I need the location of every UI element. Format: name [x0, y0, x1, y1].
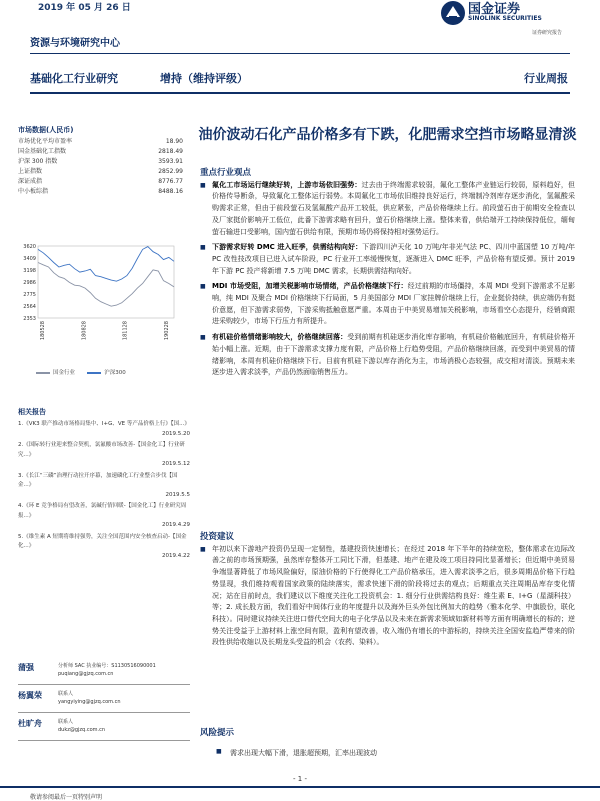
key-view-text: 经过前期的市场僵持，本周 MDI 受到下游需求不足影响，纯 MDI 及聚合 MDI 价格继续下行局面，5 月美国部分 MDI 厂家挂牌价继续上行，企业挺价持续，供应端仍有挺价意愿，但下游需求弱势，下游采购抵触意愿严重。本周由于中美贸易增加关税影响，市场看空心态提升，经销商跟进采购较少，市场下行压力有所提升。 — [212, 282, 575, 326]
analyst-divider — [18, 740, 190, 741]
key-view-item — [200, 281, 575, 328]
related-list — [18, 420, 190, 563]
market-data-heading: 市场数据(人民币) — [18, 126, 74, 134]
analyst-email[interactable]: puqiang@gjzq.com.cn — [58, 671, 114, 677]
related-heading: 相关报告 — [18, 408, 46, 416]
related-date: 2019.4.29 — [162, 522, 190, 528]
md-label: 沪深 300 指数 — [18, 158, 58, 165]
analyst-card — [18, 690, 190, 714]
analyst-name: 杜旷舟 — [18, 719, 42, 728]
md-label: 市场优化平均市盈率 — [18, 138, 73, 145]
logo-mark-icon — [440, 0, 466, 26]
analyst-role: 联系人 — [58, 691, 74, 697]
research-center: 资源与环境研究中心 — [30, 38, 120, 49]
market-data-row — [18, 167, 183, 177]
investment-heading: 投资建议 — [200, 532, 235, 542]
related-text: 4.《环 E 竞争格局有望改善，氯碱行情回暖-【国金化工】行业研究周报...》 — [18, 503, 187, 519]
related-item[interactable] — [18, 420, 190, 439]
report-title: 油价波动石化产品价格多有下跌，化肥需求空挡市场略显清淡 — [198, 127, 577, 143]
key-view-lead: 下游需求好转 DMC 进入旺季，供需结构向好： — [212, 243, 363, 252]
related-item[interactable] — [18, 533, 190, 562]
y-tick-label: 2564 — [23, 304, 36, 310]
key-views-heading: 重点行业观点 — [200, 168, 252, 178]
market-data — [18, 125, 183, 197]
y-tick-label: 2986 — [23, 280, 36, 286]
chart-frame — [38, 246, 174, 318]
related-item[interactable] — [18, 441, 190, 470]
rating: 增持（维持评级） — [160, 72, 248, 85]
md-value: 8776.77 — [158, 178, 183, 185]
key-view-lead: MDI 市场受阻，加增关税影响市场情绪，产品价格继续下行： — [212, 282, 408, 291]
analyst-email[interactable]: dukz@gjzq.com.cn — [58, 727, 105, 733]
logo-en: SINOLINK SECURITIES — [468, 15, 542, 22]
market-data-row — [18, 147, 183, 157]
md-value: 2852.99 — [158, 168, 183, 175]
related-text: 2.《国际转行业迎来整合契机，氯氟酸市场改善-【国金化工】行业研究...》 — [18, 442, 185, 458]
investment-text: ■ 年初以来下游地产投资仍呈现一定韧性，基建投资快速增长；在经过 2018 年下半年的持续宽松，整体需求在边际改善之前的市场预期强，虽然库存整体开工同比下滑，但基建、地产在建及竣工项目持同比显著增长；但近期中美贸易争端显著降低了市场风险偏好，原油价格的下行使得化工产品价格承压，进入需求淡季之后，很多周期品价格下行趋势显现，我们维持观看国家政策的陆续落实，需求快速下滑的阶段将过去的观点；后期重点关注周期品库存变化情况；站在目前时点，我们建议以下维度关注化工投资机会：1. 细分行业供需结构良好：维生素 E、I+G（星湖科技）等；2. 成长股方面，我们看好中间体行业的年度提升以及海外巨头外包比例加大的趋势（雅本化学、中旗股份，联化科技）。同时建议持续关注进口替代空间大的电子化学品以及未来在新需求领域如新材料等方面有明确增长的标的；逆势关注受益于上游材料上涨空间有限，盈利有望改善，收入端仍有增长的中游标的，持续关注全国安监趋严带来的阶段性供给收缩以及长期龙头受益的机会（农药、染料）。 — [200, 544, 575, 649]
md-value: 2818.49 — [158, 148, 183, 155]
header-divider-bottom — [30, 92, 570, 94]
analyst-card — [18, 662, 190, 686]
key-view-lead: 氟化工市场运行继续好转，上游市场依旧强势： — [212, 180, 362, 189]
y-tick-label: 2353 — [23, 316, 36, 322]
logo-cn: 国金证券 — [468, 2, 521, 17]
md-label: 深证成指 — [18, 178, 43, 185]
md-label: 国金基础化工指数 — [18, 148, 67, 155]
y-tick-label: 3620 — [23, 244, 36, 250]
related-item[interactable] — [18, 502, 190, 531]
analyst-divider — [18, 712, 190, 713]
analyst-name: 蒲强 — [18, 663, 34, 672]
y-tick-label: 2775 — [23, 292, 36, 298]
legend-swatch-industry — [36, 372, 50, 374]
md-value: 8488.16 — [158, 188, 183, 195]
key-view-lead: 有机硅价格情绪影响较大，价格继续回落： — [212, 333, 348, 342]
company-logo — [440, 0, 580, 40]
header-divider — [30, 53, 570, 54]
key-views-section — [200, 168, 575, 383]
risk-text: ■ 需求出现大幅下滑，退胀超预期，汇率出现波动 — [230, 748, 377, 758]
key-view-text: 下游四川泸天化 10 万吨/年非光气法 PC、四川中蓝国塑 10 万吨/年 PC 改性技改项目已进入试车阶段，PC 行业开工率缓慢恢复，逐渐进入 DMC 旺季，产品价格有望反弹。预计 2019 年下游 PC 投产将新增 7.5 万吨 DMC 需求，长期供需结构向好。 — [212, 243, 575, 275]
md-value: 3593.91 — [158, 158, 183, 165]
footer-note: 敬请参阅最后一页特别声明 — [30, 794, 103, 801]
report-date: 2019 年 05 月 26 日 — [38, 3, 131, 13]
index-line-chart — [16, 240, 181, 350]
risk-heading: 风险提示 — [200, 728, 235, 738]
analyst-role: 分析师 SAC 执业编号：S1130516090001 — [58, 663, 156, 669]
legend-label-hs300: 沪深300 — [104, 370, 126, 376]
related-date: 2019.4.22 — [162, 552, 190, 559]
investment-section — [200, 532, 575, 653]
x-tick-label: 180528 — [40, 321, 46, 341]
legend-label-industry: 国金行业 — [53, 370, 76, 376]
related-text: 1.《VK3 联产推动市场格局集中、I+G、VE 等产品价格上行》【国...》 — [18, 421, 190, 427]
key-view-item — [200, 180, 575, 239]
risk-section — [200, 728, 575, 740]
logo-sub: 证券研究报告 — [532, 30, 563, 36]
md-label: 上证指数 — [18, 168, 43, 175]
legend-swatch-hs300 — [87, 372, 101, 374]
y-tick-label: 3409 — [23, 256, 36, 262]
market-data-row — [18, 137, 183, 147]
market-data-row — [18, 187, 183, 197]
analyst-name: 杨翼荣 — [18, 691, 42, 700]
related-text: 5.《维生素 A 短期将维持强势，关注全国范围内安全核查启动-【国金化...》 — [18, 533, 187, 549]
key-view-text: 过去由于终端需求较弱，氟化工整体产业链运行较弱，原料趋好，但价格传导断条，导致氟化工整体运行弱势。本周氟化工市场依旧维持良好运行，终端制冷剂库存逐步消化，氢氟酸采购需求正常，但由于前段萤石及氢氟酸产品开工较低，供应紧张，产品价格继续上行。前段萤石由于前期安全检查以及厂家挺价影响开工低位，此番下游需求略有回升，萤石价格继续上涨。整体来看，供给端开工持续保持低位，缅甸萤石输进口受影响，国内萤石供给有限，预期市场仍将保持相对强势运行。 — [212, 180, 576, 236]
page-number: - 1 - — [293, 775, 307, 783]
x-tick-label: 181128 — [122, 321, 129, 341]
related-item[interactable] — [18, 472, 190, 501]
key-view-item — [200, 332, 575, 379]
analyst-role: 联系人 — [58, 719, 74, 725]
x-tick-label: 180828 — [81, 321, 88, 341]
analyst-email[interactable]: yangyiying@gjzq.com.cn — [58, 699, 121, 705]
analyst-card — [18, 718, 190, 742]
key-view-text: 受到前期有机硅逐步消化库存影响，有机硅价格触底回升，有机硅价格开始小幅上涨。近期，由于下游需求支撑力度有限，产品价格上行趋势受阻，产品价格继续回落，而受到中美贸易的情绪影响，本周有机硅价格继续下行。目前有机硅下游以库存消化为主，市场消极心态较强，成交相对清淡。预期未来逐步进入需求淡季，产品仍然面临销售压力。 — [212, 333, 576, 377]
industry-name: 基础化工行业研究 — [30, 72, 118, 85]
related-text: 3.《长江“三磷”治理行动拉开序幕，加速磷化工行业整合步伐【国金...》 — [18, 472, 178, 488]
md-label: 中小板综指 — [18, 188, 49, 195]
chart-legend — [36, 368, 176, 376]
analyst-divider — [18, 684, 190, 685]
x-tick-label: 190228 — [164, 321, 170, 341]
y-tick-label: 3198 — [23, 268, 36, 274]
related-date: 2019.5.20 — [162, 430, 190, 437]
md-value: 18.90 — [165, 138, 183, 145]
series-line-0 — [38, 263, 174, 307]
market-data-row — [18, 177, 183, 187]
key-view-item — [200, 242, 575, 277]
related-date: 2019.5.12 — [162, 461, 190, 467]
report-type: 行业周报 — [524, 72, 568, 85]
market-data-row — [18, 157, 183, 167]
related-date: 2019.5.5 — [165, 491, 190, 498]
footer-divider — [0, 786, 600, 788]
